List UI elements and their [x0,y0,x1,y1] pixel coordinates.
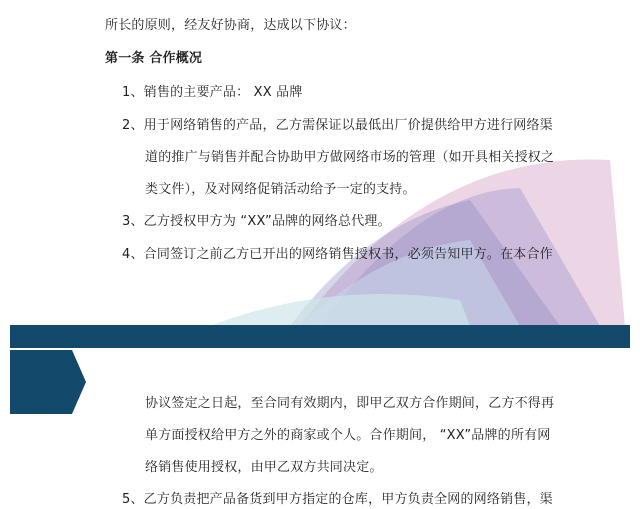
list-item: 5、乙方负责把产品备货到甲方指定的仓库，甲方负责全网的网络销售，渠 [122,492,553,507]
text-line: 单方面授权给甲方之外的商家或个人。合作期间， “XX”品牌的所有网 [145,428,551,443]
text-line: 类文件），及对网络促销活动给予一定的支持。 [145,182,416,197]
list-item: 2、用于网络销售的产品，乙方需保证以最低出厂价提供给甲方进行网络渠 [122,118,553,133]
page-footer-band [10,325,630,348]
text-line: 协议签定之日起，至合同有效期内，即甲乙双方合作期间，乙方不得再 [145,396,555,411]
text-line: 络销售使用授权，由甲乙双方共同决定。 [145,460,383,475]
footer-arrow-shape [10,350,88,414]
list-item: 1、销售的主要产品： XX 品牌 [122,85,303,100]
section-heading: 第一条 合作概况 [105,51,203,66]
list-item: 4、合同签订之前乙方已开出的网络销售授权书，必须告知甲方。在本合作 [122,247,553,262]
text-line: 所长的原则，经友好协商，达成以下协议： [105,18,356,33]
list-item: 3、乙方授权甲方为 “XX”品牌的网络总代理。 [122,214,391,229]
text-line: 道的推广与销售并配合协助甲方做网络市场的管理（如开具相关授权之 [145,150,555,165]
